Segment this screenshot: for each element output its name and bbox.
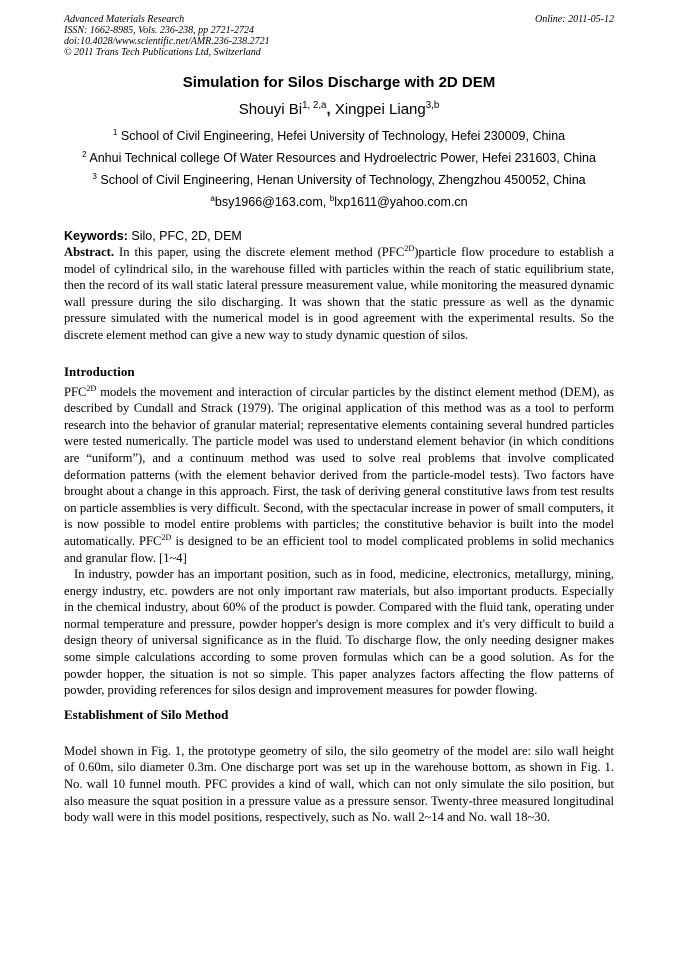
keywords-text: Silo, PFC, 2D, DEM — [127, 229, 242, 243]
copyright-line: © 2011 Trans Tech Publications Ltd, Switzerland — [64, 47, 261, 58]
affiliation-1 — [64, 125, 614, 147]
issn-line: ISSN: 1662-8985, Vols. 236-238, pp 2721-2724 — [64, 25, 254, 36]
email-mark: b — [329, 193, 335, 203]
journal-header — [64, 14, 614, 58]
abstract-text: In this paper, using the discrete element method (PFC — [114, 245, 405, 259]
author-affiliation-mark: 1, 2,a — [302, 100, 327, 111]
author-name: Shouyi Bi — [238, 101, 303, 118]
doi-line: doi:10.4028/www.scientific.net/AMR.236-238.2721 — [64, 36, 270, 47]
author-name: Xingpei Liang — [334, 101, 426, 118]
author-emails — [64, 191, 614, 213]
affiliation-3 — [64, 169, 614, 191]
author-separator: , — [326, 101, 335, 118]
author-affiliation-mark: 3,b — [425, 100, 440, 111]
keywords-label: Keywords: — [64, 229, 128, 243]
affiliation-text: School of Civil Engineering, Henan University of Technology, Zhengzhou 450052, China — [100, 173, 586, 187]
section-heading-introduction: Introduction — [64, 363, 135, 379]
abstract-text: )particle flow procedure to establish a model of cylindrical silo, in the warehouse filled with particles within the reach of static equilibrium state, then the record of its wall static lateral pressure measurement value, while monitoring the measured dynamic wall pressure during the silo discharging. It was shown that the static pressure as well as the dynamic pressure simulated with the numerical model is in good agreement with the experimental results. So the discrete element method can give a new way to study dynamic question of silos. — [64, 245, 614, 342]
author-line — [64, 100, 614, 120]
email-address: bsy1966@163.com, — [214, 195, 330, 209]
journal-name: Advanced Materials Research — [64, 14, 185, 25]
keywords — [64, 229, 614, 244]
paper-page — [64, 14, 614, 826]
body-text: PFC — [64, 384, 87, 399]
email-mark: a — [210, 193, 215, 203]
superscript: 2D — [86, 383, 97, 393]
email-address: lxp1611@yahoo.com.cn — [334, 195, 468, 209]
affiliation-text: Anhui Technical college Of Water Resources and Hydroelectric Power, Hefei 231603, China — [89, 151, 596, 165]
body-text: models the movement and interaction of circular particles by the distinct element method (DEM), as described by Cundall and Strack (1979). The original application of this method was as a tool to perform research into the behavior of granular material; representative elements containing several hundred particles were tested numerically. The particle model was used to understand element behavior (in which conditions are “uniform”), and a continuum method was used to solve real problems that involve complicated deformation patterns (with the element behavior derived from the particle-model tests). Two factors have brought about a change in this approach. First, the task of deriving general constitutive laws from test results on particle assemblies is very difficult. Second, with the spectacular increase in power of small computers, it is now possible to model entire problems with particles; the constitutive behavior is built into the model automatically. PFC — [64, 384, 614, 548]
superscript: 2D — [161, 532, 172, 542]
affiliation-number: 3 — [92, 171, 97, 181]
superscript: 2D — [404, 243, 415, 253]
intro-paragraph-2: In industry, powder has an important position, such as in food, medicine, electronics, metallurgy, mining, energy industry, etc. powders are not only important raw materials, but also important products. Especially in the chemical industry, about 60% of the product is powder. Compared with the fluid tank, operating under normal temperature and pressure, powder hopper's design is more complex and it's very difficult to build a design theory of universal significance as in the fluid. To discharge flow, the only needing designer makes some simple calculations according to some proven formulas which can be a good solution. As for the powder hopper, the situation is not so simple. This paper analyzes factors affecting the flow patterns of powder, providing references for silos design and improvement measures for powder flowing. — [64, 567, 614, 698]
affiliation-number: 2 — [82, 149, 87, 159]
affiliation-number: 1 — [112, 127, 118, 137]
paper-title: Simulation for Silos Discharge with 2D DEM — [182, 74, 496, 91]
body-text: is designed to be an efficient tool to model complicated problems in solid mechanics and granular flow. [1~4] — [64, 533, 614, 565]
affiliation-2 — [64, 147, 614, 169]
intro-paragraph-1 — [64, 384, 614, 567]
affiliation-text: School of Civil Engineering, Hefei University of Technology, Hefei 230009, China — [120, 129, 566, 143]
abstract — [64, 244, 614, 344]
section-heading-silo-method: Establishment of Silo Method — [64, 706, 229, 722]
silo-paragraph-1: Model shown in Fig. 1, the prototype geometry of silo, the silo geometry of the model are: silo wall height of 0.60m, silo diameter 0.3m. One discharge port was set up in the warehouse bottom, as shown in Fig. 1. No. wall 10 funnel mouth. PFC provides a kind of wall, which can not only simulate the silo position, but also measure the squat position in a pressure value as a pressure sensor. Twenty-three measured longitudinal body wall were in this model positions, respectively, such as No. wall 2~14 and No. wall 18~30. — [64, 743, 614, 825]
online-date: Online: 2011-05-12 — [535, 14, 614, 25]
abstract-label: Abstract. — [64, 245, 115, 259]
